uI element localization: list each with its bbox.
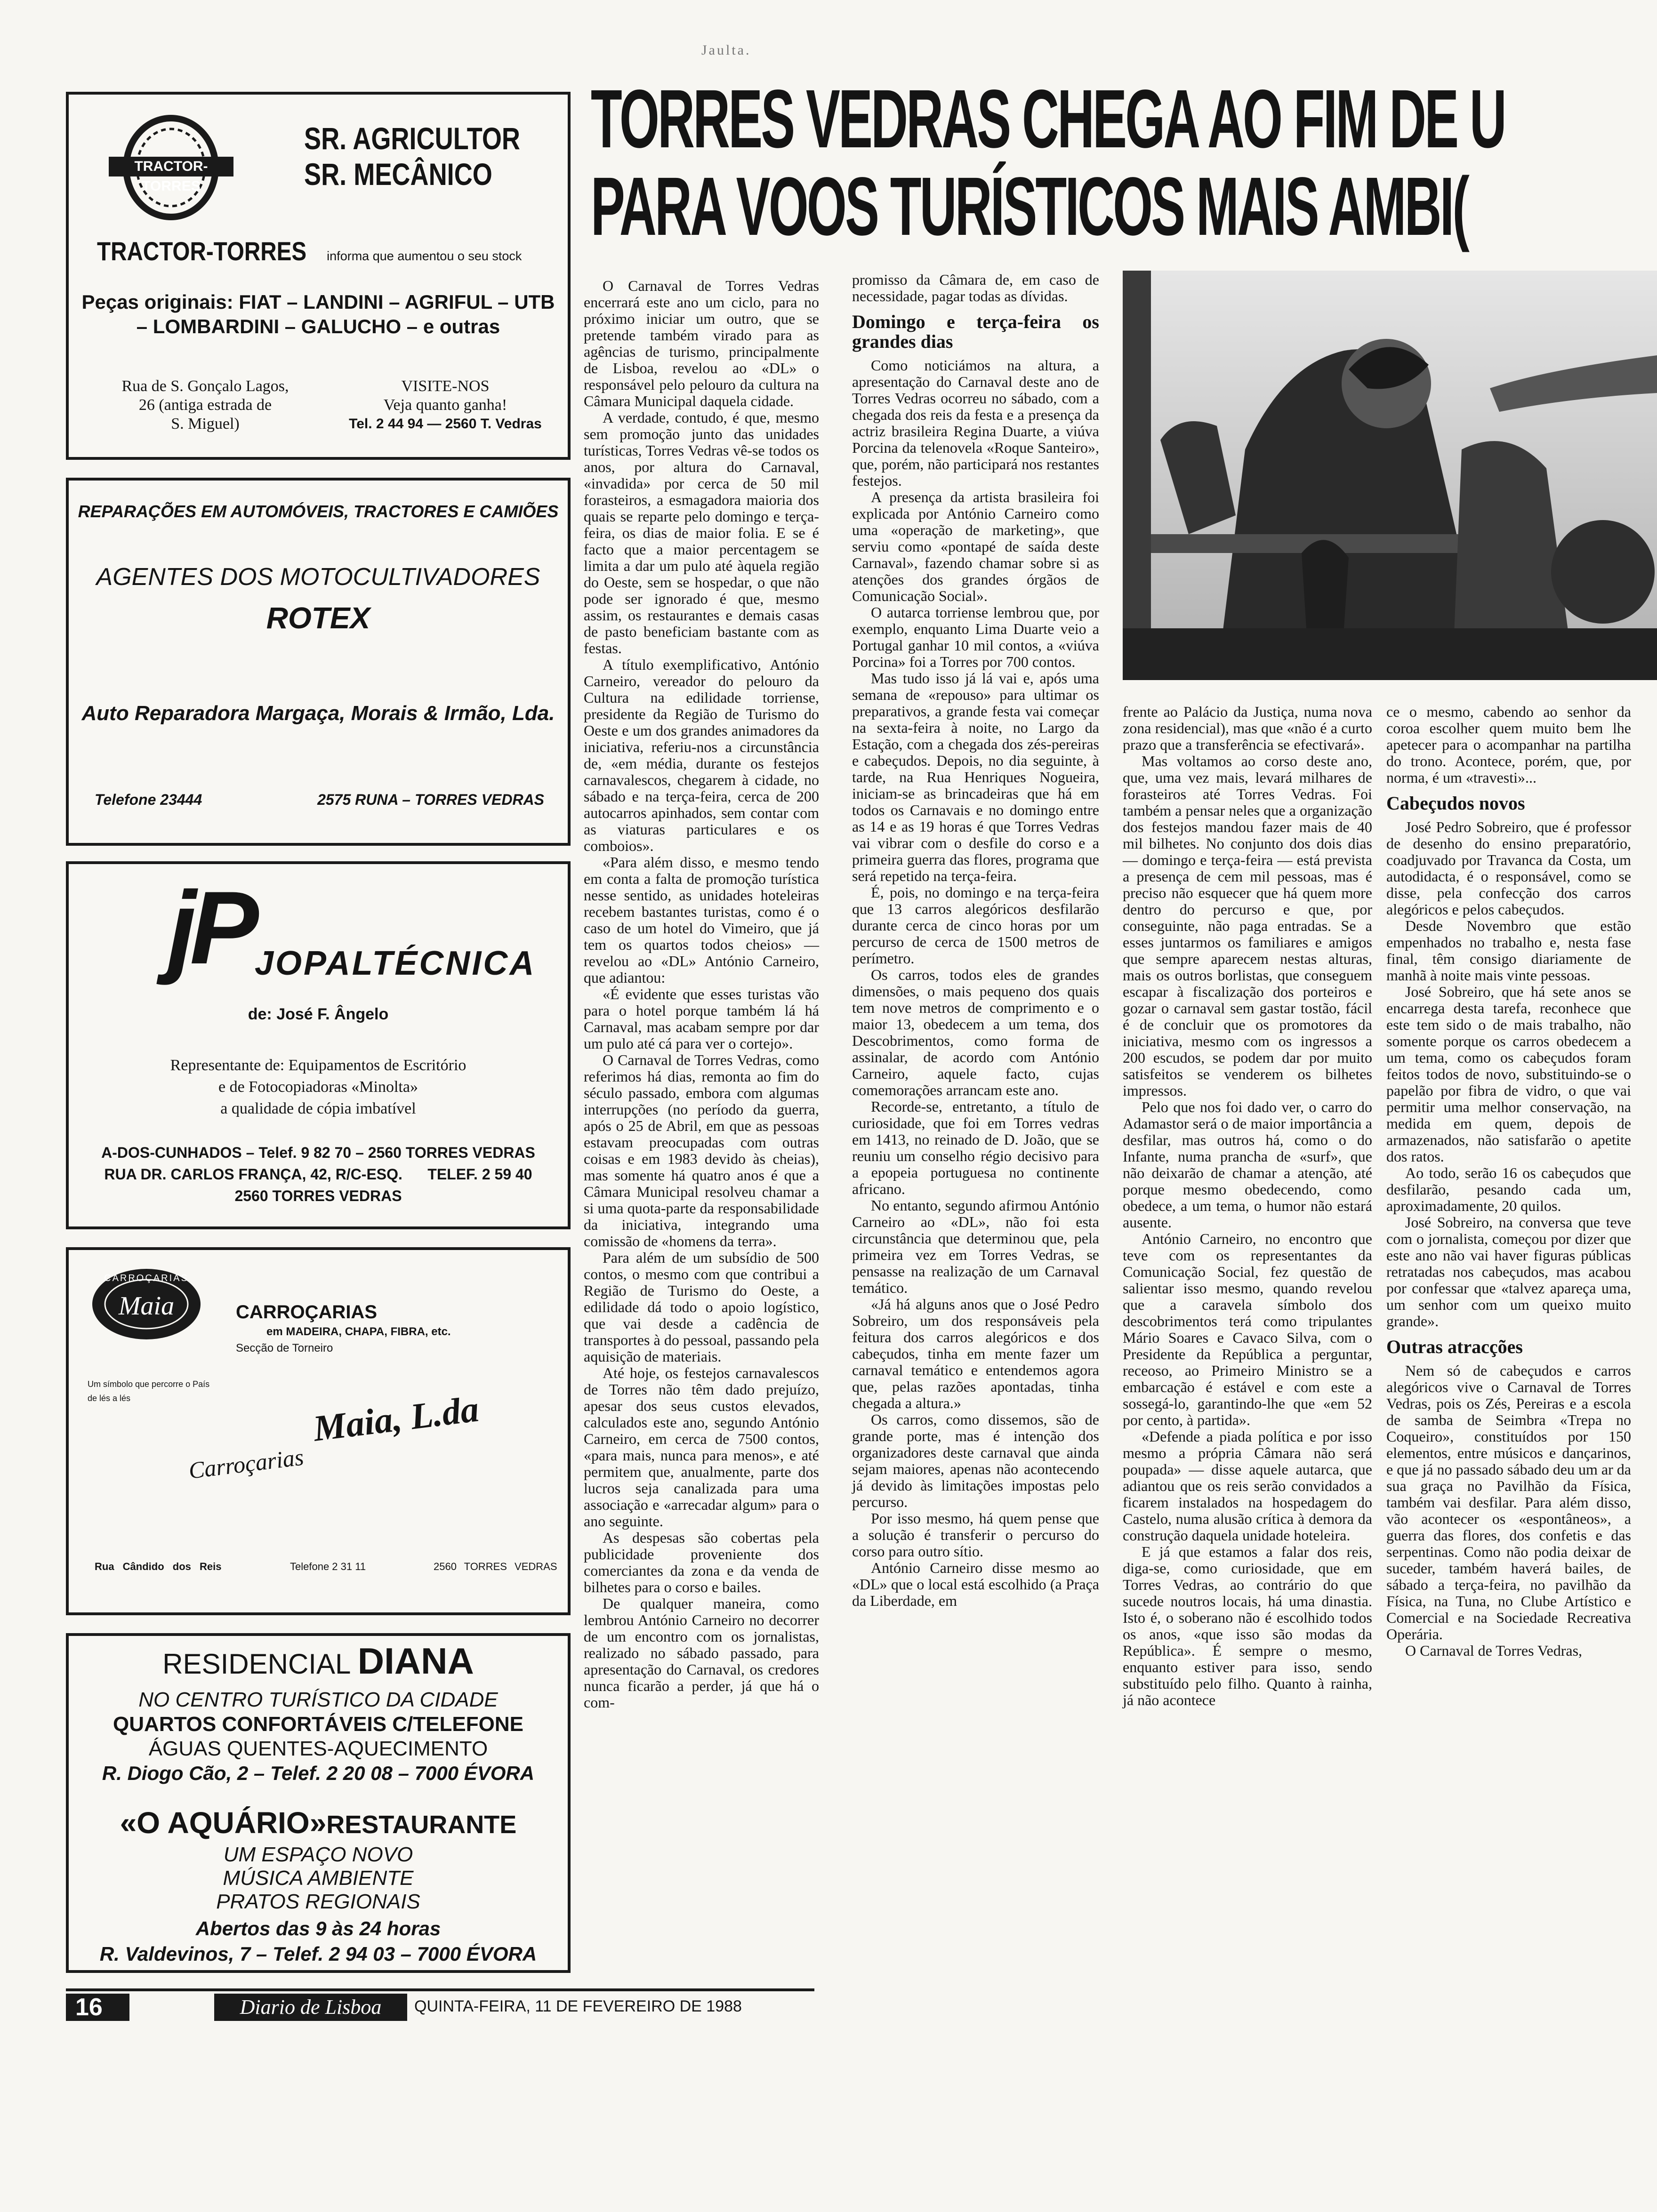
paragraph: Os carros, todos eles de grandes dimensões, o mais pequeno dos quais tem nove metros de comprimento e o maior 13, obedecem a um tema, dos Descobrimentos, como forma de assinalar, de acordo com António Carneiro, aquele facto, cujas comemorações arrancam este ano. — [852, 966, 1099, 1098]
diana-line-3: ÁGUAS QUENTES-AQUECIMENTO — [148, 1737, 488, 1760]
paragraph: Como noticiámos na altura, a apresentação do Carnaval deste ano de Torres Vedras ocorreu no sábado, com a chegada dos reis da festa e a presença da actriz brasileira Regina Duarte, a viúva Porcina da telenovela «Roque Santeiro», que, porém, não participará nos restantes festejos. — [852, 357, 1099, 489]
restaurant-name: «O AQUÁRIO» — [120, 1806, 327, 1840]
phone: Tel. 2 44 94 — 2560 T. Vedras — [349, 416, 542, 432]
logo-banner: TRACTOR-TORRES — [109, 157, 233, 176]
paragraph: Até hoje, os festejos carnavalescos de Torres não têm dado prejuízo, apesar dos seus custos elevados, calculados este ano, segundo António Carneiro, em cerca de 7500 contos, «para mais, nunca para menos», e até permitem que, anualmente, parte dos lucros seja canalizada para uma associação e «arrecadar algum» para o ano seguinte. — [584, 1364, 819, 1530]
rep-line-1: Representante de: Equipamentos de Escritório — [170, 1057, 467, 1074]
paragraph: frente ao Palácio da Justiça, numa nova zona residencial), mas que «não é a curto prazo que a transferência se efectivará». — [1123, 703, 1372, 753]
paragraph: O autarca torriense lembrou que, por exemplo, enquanto Lima Duarte veio a Portugal ganhar 10 mil contos, a «viúva Porcina» foi a Torres por 700 contos. — [852, 604, 1099, 670]
article-column-1 — [584, 278, 819, 1711]
paragraph: José Pedro Sobreiro, que é professor de desenho do ensino preparatório, coadjuvado por Travanca da Costa, um autodidacta, é o responsável, como se disse, pela confecção dos carros alegóricos e pelos cabeçudos. — [1386, 818, 1631, 918]
title-part-b: DIANA — [357, 1640, 474, 1682]
paragraph: No entanto, segundo afirmou António Carneiro ao «DL», não foi esta circunstância que determinou que, pela primeira vez em Torres Vedras, se pensasse na realização de um Carnaval temático. — [852, 1197, 1099, 1296]
paragraph: Mas voltamos ao corso deste ano, que, uma vez mais, levará milhares de forasteiros até Torres Vedras. Foi também a pensar neles que a organização dos festejos mandou fazer mais de 40 mil bilhetes. No conjunto dos dois dias — domingo e terça-feira — está prevista a presença de cem mil pessoas, mas é preciso não esquecer que há quem more dentro do percurso e que, por conseguinte, não paga entradas. Se a esses juntarmos os familiares e amigos que sempre aparecem nestas alturas, mais os outros borlistas, que conseguem escapar à fiscalização dos porteiros e gozar o carnaval sem gastar tostão, fácil é de concluir que os promotores da iniciativa, mesmo com os ingressos a 200 escudos, se podem dar por muito satisfeitos se venderem os bilhetes impressos. — [1123, 753, 1372, 1099]
phone: Telefone 2 31 11 — [290, 1561, 366, 1572]
paragraph: A verdade, contudo, é que, mesmo sem promoção junto das unidades turísticas, Torres Vedras vê-se todos os anos, por altura do Carnaval, «invadida» por cerca de 50 mil forasteiros, a esmagadora maioria dos quais se reparte pelo domingo e terça-feira, os dias de maior folia. E se é facto que a maior percentagem se limita a dar um pulo até àquela região do Oeste, sem se hospedar, o que não pode ser ignorado é que, mesmo assim, os restaurantes e demais casas de pasto beneficiam bastante com as festas. — [584, 409, 819, 657]
address-line-2: RUA DR. CARLOS FRANÇA, 42, R/C-ESQ. TELEF. 2 59 40 — [104, 1166, 532, 1183]
paragraph: Nem só de cabeçudos e carros alegóricos vive o Carnaval de Torres Vedras, pois os Zés, Pereiras e a escola de samba de Seimbra «Trepa no Coqueiro», constituídos por 150 elementos, entre músicos e dançarinos, e que já no passado sábado deu um ar da sua graça no Pavilhão da Física, também vai desfilar. Para além disso, vão acontecer os «espontâneos», a guerra das flores, dos confetis e das serpentinas. Como não podia deixar de suceder, também haverá bailes, de sábado a terça-feira, no pavilhão da Física, na Tuna, no Clube Artístico e Comercial e na Sociedade Recreativa Operária. — [1386, 1362, 1631, 1643]
address-line-1: A-DOS-CUNHADOS – Telef. 9 82 70 – 2560 TORRES VEDRAS — [101, 1144, 535, 1161]
diana-details — [69, 1688, 568, 1761]
restaurant-address: R. Valdevinos, 7 – Telef. 2 94 03 – 7000 ÉVORA — [99, 1943, 537, 1965]
paragraph: As despesas são cobertas pela publicidade proveniente dos comerciantes da zona e da venda de bilhetes para o corso e bailes. — [584, 1529, 819, 1595]
owner: de: José F. Ângelo — [248, 1005, 389, 1023]
address-line-3: 2560 TORRES VEDRAS — [234, 1187, 402, 1204]
page-number: 16 — [66, 1994, 129, 2021]
carnival-photo — [1123, 271, 1657, 680]
logo-center-text: Maia — [118, 1291, 175, 1321]
paragraph: A título exemplificativo, António Carneiro, vereador do pelouro da Cultura na edilidade torriense, presidente da Região de Turismo do Oeste e um dos grandes animadores da iniciativa, referiu-nos a circunstância de, «em média, durante os festejos carnavalescos, chegarem à cidade, no sábado e na terça-feira, cerca de 200 autocarros apinhados, sem contar com as viaturas particulares e os comboios». — [584, 656, 819, 854]
company-line — [97, 236, 522, 266]
representation — [69, 1055, 568, 1120]
maia-logo — [90, 1266, 203, 1342]
newspaper-name: Diario de Lisboa — [214, 1994, 407, 2021]
subtitle: em MADEIRA, CHAPA, FIBRA, etc. — [266, 1325, 451, 1338]
parts-line-2: – LOMBARDINI – GALUCHO – e outras — [136, 315, 500, 337]
paragraph: É, pois, no domingo e na terça-feira que 13 carros alegóricos desfilarão durante cerca de cinco horas por um percurso de cerca de 1500 metros de perímetro. — [852, 884, 1099, 967]
diana-address: R. Diogo Cão, 2 – Telef. 2 20 08 – 7000 ÉVORA — [102, 1762, 535, 1784]
restaurant-line-2: MÚSICA AMBIENTE — [223, 1867, 414, 1890]
paragraph: Pelo que nos foi dado ver, o carro do Adamastor será o de maior importância a desfilar, mas outros há, como o do Infante, numa prancha de «surf», que não deixarão de chamar a atenção, até porque mesmo obedecendo, como obedece, a um tema, o humor não estará ausente. — [1123, 1098, 1372, 1231]
visit-subtitle: Veja quanto ganha! — [383, 396, 507, 414]
section-heading: Cabeçudos novos — [1386, 793, 1525, 814]
paragraph: Ao todo, serão 16 os cabeçudos que desfilarão, pesando cada um, aproximadamente, 20 quilos. — [1386, 1164, 1631, 1214]
paragraph: «Para além disso, e mesmo tendo em conta a falta de promoção turística nesse sentido, as unidades hoteleiras recebem bastantes turistas, como é o caso de um hotel do Vimeiro, que já tem os quartos todos cheios» — revelou ao «DL» António Carneiro, que adiantou: — [584, 854, 819, 986]
section-heading: Outras atracções — [1386, 1336, 1523, 1357]
paragraph: Por isso mesmo, há quem pense que a solução é transferir o percurso do corso para outro sítio. — [852, 1510, 1099, 1560]
tractor-tire-logo — [113, 113, 229, 222]
diana-line-2: QUARTOS CONFORTÁVEIS C/TELEFONE — [113, 1713, 523, 1736]
paragraph: José Sobreiro, que há sete anos se encarrega desta tarefa, reconhece que este tem sido o de mais trabalho, não somente porque os carros obedecem a um tema, como os cabeçudos foram feitos todos de novo, substituindo-se o papelão por fibra de vidro, o que vai permitir uma melhor conservação, na medida em quem, depois de armazenados, não satisfarão o apetite dos ratos. — [1386, 983, 1631, 1165]
paragraph: «Defende a piada política e por isso mesmo a própria Câmara não será poupada» — disse aquele autarca, que adiantou que os reis serão convidados a ficarem instalados na hospedagem do Castelo, numa alusão crítica à demora da construção daquela unidade hoteleira. — [1123, 1428, 1372, 1544]
phone: Telefone 23444 — [95, 791, 202, 808]
section-heading: Domingo e terça-feira os grandes dias — [852, 311, 1099, 352]
slogan: Um símbolo que percorre o País de lés a lés — [88, 1379, 210, 1403]
company-name: TRACTOR-TORRES — [97, 236, 307, 266]
rep-line-3: a qualidade de cópia imbatível — [220, 1100, 416, 1117]
title: CARROÇARIAS — [236, 1302, 377, 1322]
script-carrocarias: Carroçarias — [187, 1443, 306, 1484]
address-line-3: S. Miguel) — [171, 415, 240, 433]
jp-logo: jP — [168, 870, 252, 986]
paragraph: O Carnaval de Torres Vedras, — [1405, 1642, 1583, 1659]
address: Rua Cândido dos Reis — [95, 1561, 222, 1572]
paragraph: «É evidente que esses turistas vão para o hotel porque também lá há Carnaval, mas acabam sempre por dar um pulo até cá para ver o cortejo». — [584, 986, 819, 1052]
script-maia: Maia, L.da — [311, 1388, 481, 1449]
article-column-4 — [1386, 704, 1631, 1659]
restaurant-line-1: UM ESPAÇO NOVO — [223, 1843, 413, 1866]
title-part-a: RESIDENCIAL — [162, 1648, 358, 1680]
ad-headline — [304, 120, 520, 192]
paragraph: Recorde-se, entretanto, a título de curiosidade, que foi em Torres vedras em 1413, no reinado de D. João, que se reuniu um conselho régio decisivo para a epopeia portuguesa no continente africano. — [852, 1098, 1099, 1197]
ad-tractor-torres — [66, 92, 571, 460]
address — [92, 377, 318, 433]
addresses — [69, 1142, 568, 1207]
brand-rotex: ROTEX — [266, 601, 370, 635]
visit-title: VISITE-NOS — [401, 377, 490, 395]
footer-rule — [66, 1988, 814, 1991]
paragraph: E já que estamos a falar dos reis, diga-se, como curiosidade, que em Torres Vedras, ao contrário do que sucede noutros locais, há uma dinastia. Isto é, o soberano não é escolhido todos os anos, «que isso são modas da República». É sempre o mesmo, enquanto estiver para isso, sendo substituído pelo filho. Quanto à rainha, já não acontece — [1123, 1543, 1372, 1708]
visit-block — [332, 377, 558, 433]
headline-line-2: PARA VOOS TURÍSTICOS MAIS AMBI( — [591, 160, 1468, 253]
headline-line-1: SR. AGRICULTOR — [304, 121, 521, 156]
parts-line-1: Peças originais: FIAT – LANDINI – AGRIFUL – UTB — [81, 291, 555, 313]
carnival-float-photo-icon — [1123, 271, 1657, 680]
paragraph: promisso da Câmara de, em caso de necessidade, pagar todas as dívidas. — [852, 271, 1099, 305]
diana-line-1: NO CENTRO TURÍSTICO DA CIDADE — [138, 1688, 498, 1711]
paragraph: António Carneiro disse mesmo ao «DL» que o local está escolhido (a Praça da Liberdade, em — [852, 1559, 1099, 1609]
article-column-2 — [852, 272, 1099, 1609]
paragraph: José Sobreiro, na conversa que teve com o jornalista, começou por dizer que este ano não vai haver figuras públicas retratadas nos cabeçudos, mas acabou por confessar que «talvez apareça uma, um senhor com um queixo muito grande». — [1386, 1214, 1631, 1330]
ad-carrocarias-maia — [66, 1247, 571, 1615]
address-line-1: Rua de S. Gonçalo Lagos, — [121, 377, 289, 395]
ad-residencial-diana — [66, 1633, 571, 1973]
paragraph: Para além de um subsídio de 500 contos, o mesmo com que contribui a Região de Turismo do Oeste, a edilidade dá todo o apoio logístico, que vai desde a cadência de transportes à do pessoal, passando pela aquisição de materiais. — [584, 1249, 819, 1365]
logo-ring-text: CARROÇARIAS — [104, 1273, 189, 1283]
paragraph: A presença da artista brasileira foi explicada por António Carneiro como uma «operação de marketing», que serviu como «pontapé de saída deste Carnaval», fazendo chamar sobre si as atenções dos grandes órgãos de Comunicação Social». — [852, 489, 1099, 604]
brand-name: JOPALTÉCNICA — [255, 945, 536, 982]
parts-list — [69, 290, 568, 339]
ad-rotex — [66, 478, 571, 846]
repairs-line: REPARAÇÕES EM AUTOMÓVEIS, TRACTORES E CAMIÕES — [78, 502, 559, 521]
paragraph: O Carnaval de Torres Vedras encerrará este ano um ciclo, para no próximo iniciar um outro, que se pretende também virado para as agências de turismo, principalmente de Lisboa, revelou ao «DL» o responsável pelo pelouro da cultura na Câmara Municipal daquela cidade. — [584, 277, 819, 409]
opening-hours: Abertos das 9 às 24 horas — [195, 1917, 441, 1940]
location: 2560 TORRES VEDRAS — [434, 1561, 557, 1572]
paragraph: Mas tudo isso já lá vai e, após uma semana de «repouso» para ultimar os preparativos, a grande festa vai começar na sexta-feira à noite, no Largo da Estação, com a chegada dos zés-pereiras e cabeçudos. Depois, no dia seguinte, à tarde, na Rua Henriques Nogueira, iniciam-se as brincadeiras que há em todos os Carnavais e no domingo entre as 14 e as 19 horas é que Torres Vedras vai vibrar com o desfile do corso e a primeira guerra das flores, programa que será repetido na terça-feira. — [852, 670, 1099, 884]
article-column-3 — [1123, 704, 1372, 1708]
tagline: informa que aumentou o seu stock — [327, 249, 522, 263]
restaurant-label: RESTAURANTE — [326, 1811, 517, 1839]
paragraph: ce o mesmo, cabendo ao senhor da coroa escolher quem muito bem lhe apetecer para o acompanhar na partilha do trono. Acontece, porém, que, por norma, é um «travesti»... — [1386, 703, 1631, 786]
paragraph: António Carneiro, no encontro que teve com os representantes da Comunicação Social, fez questão de salientar isso mesmo, quando revelou que a caravela símbolo dos descobrimentos terá como tripulantes Mário Soares e Cavaco Silva, com o Presidente da República a perguntar, receoso, ao Primeiro Ministro se a embarcação é estável e com este a sossegá-lo, garantindo-lhe que «em 52 por cento, à partida». — [1123, 1230, 1372, 1428]
diana-title — [69, 1640, 568, 1683]
company-name: Auto Reparadora Margaça, Morais & Irmão, Lda. — [81, 702, 555, 725]
paragraph: De qualquer maneira, como lembrou António Carneiro no decorrer de um encontro com os jornalistas, realizado no sábado passado, para apresentação do Carnaval, os credores nunca ficarão a perder, já que há o com- — [584, 1595, 819, 1711]
paragraph: O Carnaval de Torres Vedras, como referimos há dias, remonta ao fim do século passado, embora com algumas interrupções (no período da guerra, após o 25 de Abril, em que as pessoas estavam preocupadas com outras coisas e em 1983 devido às cheias), mas somente há quatro anos é que a Câmara Municipal resolveu chamar a si uma quota-parte da responsabilidade da iniciativa, integrando uma comissão de «homens da terra». — [584, 1051, 819, 1250]
location: 2575 RUNA – TORRES VEDRAS — [317, 791, 544, 808]
page-mark: Jaulta. — [701, 42, 751, 58]
restaurant-line-3: PRATOS REGIONAIS — [216, 1890, 420, 1913]
ad-jopaltecnica — [66, 861, 571, 1229]
issue-date: QUINTA-FEIRA, 11 DE FEVEREIRO DE 1988 — [414, 1997, 742, 2015]
address-line-2: 26 (antiga estrada de — [138, 396, 272, 414]
paragraph: Os carros, como dissemos, são de grande porte, mas é intenção dos organizadores deste carnaval que ainda sejam maiores, apenas não acontecendo já devido às limitações impostas pelo percurso. — [852, 1411, 1099, 1510]
paragraph: Desde Novembro que estão empenhados no trabalho e, nesta fase final, têm consigo diariamente de manhã à noite mais vinte pessoas. — [1386, 917, 1631, 984]
agents-line: AGENTES DOS MOTOCULTIVADORES — [96, 563, 540, 591]
headline-block — [591, 78, 1657, 266]
restaurant-title — [69, 1805, 568, 1840]
rep-line-2: e de Fotocopiadoras «Minolta» — [218, 1078, 418, 1096]
headline-line-1: TORRES VEDRAS CHEGA AO FIM DE U — [591, 78, 1505, 165]
subtitle-2: Secção de Torneiro — [236, 1342, 333, 1354]
headline-line-2: SR. MECÂNICO — [304, 157, 492, 192]
paragraph: «Já há alguns anos que o José Pedro Sobreiro, um dos responsáveis pela feitura dos carros alegóricos e dos cabeçudos, tinha em mente fazer um carnaval temático e entendemos agora que, pelas razões apontadas, tinha chegada a altura.» — [852, 1296, 1099, 1411]
restaurant-details — [69, 1843, 568, 1914]
